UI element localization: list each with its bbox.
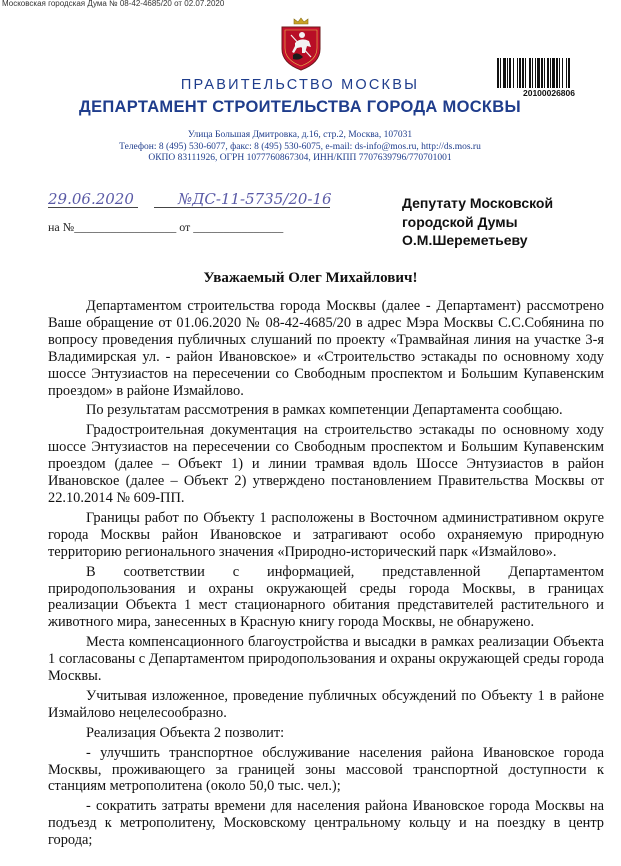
paragraph: Границы работ по Объекту 1 расположены в Восточном административном округе города Москвы район Ивановское и затрагивают особо охраняемую природную территорию регионального значения «Природно-исторический парк «Измайлово».: [48, 509, 604, 560]
phones-line: Телефон: 8 (495) 530-6077, факс: 8 (495) 530-6075, e-mail: ds-info@mos.ru, http://ds.mos.ru: [119, 141, 481, 152]
codes-line: ОКПО 83111926, ОГРН 1077760867304, ИНН/КПП 7707639796/770701001: [148, 153, 452, 163]
letter-body: [48, 298, 604, 852]
paragraph: - сократить затраты времени для населения района Ивановское города Москвы на подъезд к метрополитену, Московскому центральному кольцу и на поездку в центр города;: [48, 798, 604, 849]
moscow-coat-of-arms-icon: [277, 13, 325, 73]
paragraph: В соответствии с информацией, представленной Департаментом природопользования и охраны окружающей среды города Москвы, в границах реализации Объекта 1 мест стационарного обитания представителей растительного и животного мира, занесенных в Красную книгу города Москвы, не обнаружено.: [48, 563, 604, 631]
paragraph: - улучшить транспортное обслуживание населения района Ивановское города Москвы, проживающего за границей зоны массовой транспортной доступности к станциям метрополитена (около 50,0 тыс. чел.);: [48, 744, 604, 795]
paragraph: Учитывая изложенное, проведение публичных обсуждений по Объекту 1 в районе Измайлово нецелесообразно.: [48, 687, 604, 721]
barcode-number: 20100026806: [522, 88, 575, 98]
reference-line: на №_________________ от _______________: [48, 220, 284, 234]
paragraph: Реализация Объекта 2 позволит:: [86, 724, 285, 741]
addressee-block: [402, 194, 553, 250]
greeting: Уважаемый Олег Михайлович!: [203, 270, 418, 286]
number-underline: [154, 207, 330, 208]
department-contacts: [0, 130, 600, 165]
paragraph: Градостроительная документация на строительство эстакады по основному ходу шоссе Энтузиастов на пересечении со Свободным проспектом и Большим Купавенским проездом (далее – Объект 1) и линии трамвая вдоль Шоссе Энтузиастов в район Ивановское (далее – Объект 2) утверждено постановлением Правительства Москвы от 22.10.2014 № 609-ПП.: [48, 422, 604, 506]
document-title-bar: Московская городская Дума № 08-42-4685/20 от 02.07.2020: [2, 0, 225, 8]
ministry-name: ПРАВИТЕЛЬСТВО МОСКВЫ: [180, 77, 420, 93]
addressee-line: О.М.Шереметьеву: [402, 232, 528, 248]
date-underline: [48, 207, 138, 208]
paragraph: Департаментом строительства города Москвы (далее - Департамент) рассмотрено Ваше обращение от 01.06.2020 № 08-42-4685/20 в адрес Мэра Москвы С.С.Собянина по вопросу проведения публичных слушаний по проекту «Трамвайная линия на участке 3-я Владимирская ул. - район Ивановское» и «Строительство эстакады по основному ходу шоссе Энтузиастов на пересечении со Свободным проспектом и Большим Купавенским проездом» в районе Измайлово.: [48, 298, 604, 399]
registration-date: 29.06.2020: [48, 190, 134, 208]
department-name: ДЕПАРТАМЕНТ СТРОИТЕЛЬСТВА ГОРОДА МОСКВЫ: [79, 98, 521, 116]
paragraph: По результатам рассмотрения в рамках компетенции Департамента сообщаю.: [86, 402, 563, 419]
registration-line: [48, 190, 338, 212]
paragraph: Места компенсационного благоустройства и высадки в рамках реализации Объекта 1 согласованы с Департаментом природопользования и охраны окружающей среды города Москвы.: [48, 634, 604, 685]
addressee-line: Депутату Московской: [402, 195, 554, 211]
registration-number: №ДС-11-5735/20-16: [178, 190, 332, 208]
addressee-line: городской Думы: [402, 213, 518, 230]
barcode-icon: [496, 58, 602, 88]
address-line: Улица Большая Дмитровка, д.16, стр.2, Москва, 107031: [187, 130, 413, 140]
